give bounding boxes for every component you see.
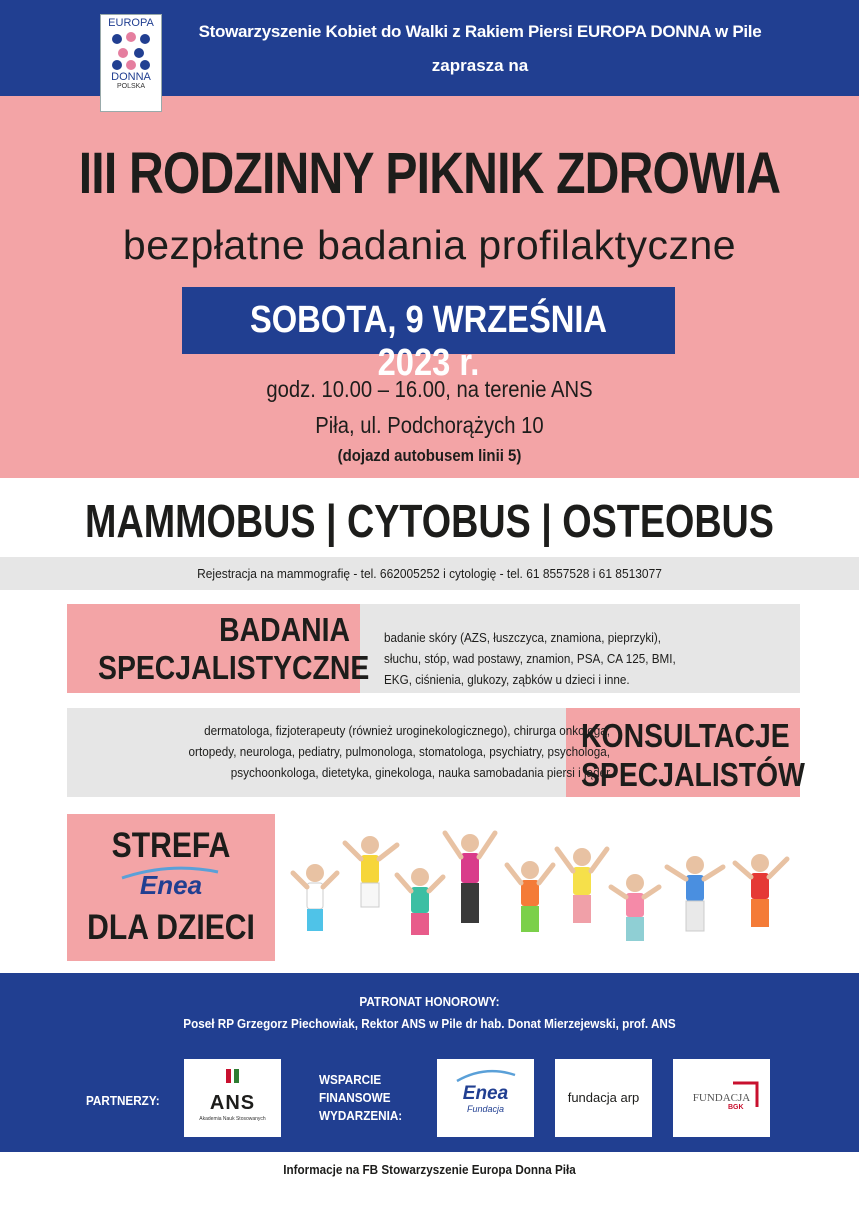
exams-line: badanie skóry (AZS, łuszczyca, znamiona, pieprzyki), — [384, 630, 662, 645]
partners-label: PARTNERZY: — [86, 1093, 160, 1108]
logo-bottom-text: DONNA — [111, 71, 151, 83]
kids-zone-line1: STREFA — [111, 826, 231, 865]
event-date: SOBOTA, 9 WRZEŚNIA 2023 r. — [249, 299, 608, 384]
fundacja-bgk-name: FUNDACJA — [692, 1092, 751, 1104]
ans-emblem-icon — [184, 1059, 281, 1089]
consult-heading-line1: KONSULTACJE — [581, 717, 790, 754]
support-label-line: WSPARCIE — [319, 1072, 382, 1087]
kid-figure — [557, 848, 607, 923]
consult-line: psychoonkologa, dietetyka, ginekologa, nauka samobadania piersi i jąder — [230, 765, 610, 780]
enea-logo: Enea — [139, 870, 203, 900]
consult-heading-line2: SPECJALISTÓW — [581, 756, 805, 793]
exams-description — [384, 627, 762, 690]
jumping-kids-image — [285, 815, 805, 965]
consult-line: dermatologa, fizjoterapeuty (również uroginekologicznego), chirurga onkologa, — [204, 723, 610, 738]
kid-figure — [611, 874, 659, 941]
support-label-line: FINANSOWE — [319, 1090, 391, 1105]
event-subtitle: bezpłatne badania profilaktyczne — [122, 222, 737, 268]
logo-figures-icon — [107, 31, 155, 71]
ans-logo-name: ANS — [209, 1092, 256, 1114]
support-label-line: WYDARZENIA: — [319, 1108, 403, 1123]
kid-figure — [397, 868, 443, 935]
exams-line: EKG, ciśnienia, glukozy, ząbków u dzieci i inne. — [384, 672, 630, 687]
event-address: Piła, ul. Podchorążych 10 — [315, 412, 544, 438]
transport-info: (dojazd autobusem linii 5) — [337, 446, 522, 465]
fundacja-bgk-sub: BGK — [728, 1104, 744, 1111]
registration-info: Rejestracja na mammografię - tel. 662005252 i cytologię - tel. 61 8557528 i 61 8513077 — [197, 566, 662, 581]
kid-figure — [667, 856, 723, 931]
enea-fundacja-sub: Fundacja — [466, 1104, 505, 1114]
event-title: III RODZINNY PIKNIK ZDROWIA — [78, 141, 781, 206]
kids-zone-line2: DLA DZIECI — [87, 908, 255, 947]
exams-heading-line1: BADANIA — [219, 611, 350, 648]
support-label — [319, 1071, 402, 1125]
footer-info: Informacje na FB Stowarzyszenie Europa Donna Piła — [283, 1162, 576, 1177]
exams-line: słuchu, stóp, wad postawy, znamion, PSA, CA 125, BMI, — [384, 651, 676, 666]
logo-top-text: EUROPA — [108, 17, 154, 29]
patronage-heading: PATRONAT HONOROWY: — [359, 994, 500, 1009]
kid-figure — [735, 854, 787, 927]
europa-donna-logo — [100, 14, 162, 112]
enea-swoosh-icon — [437, 1059, 534, 1083]
patronage-text: Poseł RP Grzegorz Piechowiak, Rektor ANS w Pile dr hab. Donat Mierzejewski, prof. ANS — [183, 1016, 676, 1031]
event-time: godz. 10.00 – 16.00, na terenie ANS — [266, 376, 593, 402]
consult-line: ortopedy, neurologa, pediatry, pulmonologa, stomatologa, psychiatry, psychologa, — [188, 744, 610, 759]
kid-figure — [345, 836, 397, 907]
enea-fundacja-name: Enea — [462, 1083, 509, 1104]
kid-figure — [507, 861, 553, 932]
ans-logo-subtitle: Akademia Nauk Stosowanych — [199, 1116, 266, 1122]
consult-description — [115, 720, 610, 783]
fundacja-arp-name: fundacja arp — [567, 1090, 640, 1105]
kid-figure — [445, 833, 495, 923]
exams-heading-line2: SPECJALISTYCZNE — [98, 649, 370, 686]
organizer-name: Stowarzyszenie Kobiet do Walki z Rakiem Piersi EUROPA DONNA w Pile — [198, 22, 762, 41]
invite-text: zaprasza na — [431, 56, 529, 75]
kid-figure — [293, 864, 337, 931]
mobile-units: MAMMOBUS | CYTOBUS | OSTEOBUS — [85, 495, 774, 547]
logo-country-text: POLSKA — [116, 83, 145, 90]
